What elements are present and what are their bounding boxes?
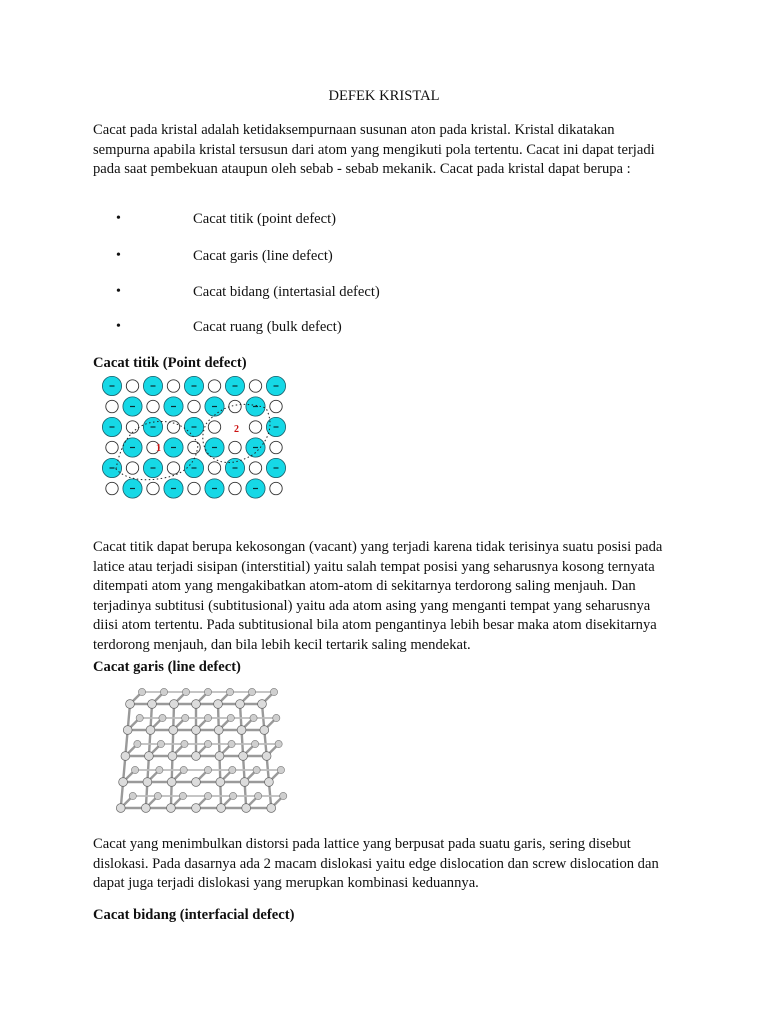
lattice-atom xyxy=(204,792,211,799)
lattice-atom xyxy=(145,752,154,761)
point-defect-lattice-figure xyxy=(98,374,294,514)
lattice-atom xyxy=(192,700,201,709)
lattice-atom xyxy=(242,804,251,813)
lattice-atom xyxy=(227,714,234,721)
lattice-ion xyxy=(126,462,138,474)
lattice-atom xyxy=(156,766,163,773)
figure-label-1: 1 xyxy=(156,443,161,454)
lattice-atom xyxy=(170,700,179,709)
lattice-atom xyxy=(216,778,225,787)
lattice-atom xyxy=(119,778,128,787)
lattice-atom xyxy=(182,714,189,721)
lattice-atom xyxy=(267,804,276,813)
lattice-atom xyxy=(167,778,176,787)
lattice-atom xyxy=(148,700,157,709)
bullet-glyph: • xyxy=(116,319,121,334)
section-heading-interfacial-defect: Cacat bidang (interfacial defect) xyxy=(93,907,295,923)
bullet-item-interfacial-defect: Cacat bidang (intertasial defect) xyxy=(193,284,380,300)
lattice-atom xyxy=(167,804,176,813)
point-defect-paragraph: Cacat titik dapat berupa kekosongan (vacant) yang terjadi karena tidak terisinya suatu posisi pada latice atau terjadi sisipan (interstitial) yaitu salah tempat posisi yang seharusnya kosong ternyata ditempati atom yang mengakibatkan atom-atom di sekitarnya terdorong saling menjauh. Dan terjadinya subtitusi (subtitusional) yaitu ada atom asing yang menganti tempat yang seharusnya diisi atom tertentu. Pada subtitusional bila atom pengantinya lebih besar maka atom disekitarnya terdorong menjauh, dan bila lebih kecil tertarik saling mendekat. xyxy=(93,539,663,653)
lattice-atom xyxy=(253,766,260,773)
lattice-ion xyxy=(167,462,179,474)
lattice-atom xyxy=(168,752,177,761)
lattice-ion xyxy=(167,380,179,392)
lattice-atom xyxy=(240,778,249,787)
lattice-atom xyxy=(251,740,258,747)
lattice-ion xyxy=(270,482,282,494)
bullet-glyph: • xyxy=(116,211,121,226)
lattice-atom xyxy=(229,792,236,799)
lattice-atom xyxy=(229,766,236,773)
line-defect-lattice-figure xyxy=(108,680,292,828)
lattice-ion xyxy=(270,400,282,412)
lattice-atom xyxy=(215,752,224,761)
lattice-atom xyxy=(273,714,280,721)
lattice-atom xyxy=(217,804,226,813)
lattice-ion xyxy=(106,441,118,453)
lattice-atom xyxy=(204,714,211,721)
lattice-ion xyxy=(208,380,220,392)
lattice-ion xyxy=(126,421,138,433)
lattice-ion xyxy=(106,482,118,494)
lattice-ion xyxy=(188,482,200,494)
bullet-item-bulk-defect: Cacat ruang (bulk defect) xyxy=(193,319,342,335)
lattice-atom xyxy=(250,714,257,721)
bullet-item-point-defect: Cacat titik (point defect) xyxy=(193,211,337,227)
lattice-atom xyxy=(270,688,277,695)
lattice-atom xyxy=(226,688,233,695)
lattice-atom xyxy=(179,792,186,799)
lattice-ion xyxy=(249,421,261,433)
lattice-ion xyxy=(147,482,159,494)
lattice-ion xyxy=(208,462,220,474)
lattice-atom xyxy=(131,766,138,773)
figure-label-2: 2 xyxy=(234,424,239,435)
lattice-atom xyxy=(204,766,211,773)
lattice-atom xyxy=(262,752,271,761)
lattice-atom xyxy=(138,688,145,695)
lattice-atom xyxy=(169,726,178,735)
lattice-ion xyxy=(229,482,241,494)
lattice-atom xyxy=(116,804,125,813)
lattice-atom xyxy=(214,700,223,709)
line-defect-paragraph: Cacat yang menimbulkan distorsi pada lattice yang berpusat pada suatu garis, sering disebut dislokasi. Pada dasarnya ada 2 macam dislokasi yaitu edge dislocation dan screw dislocation dan dapat juga terjadi dislokasi yang merupkan kombinasi keduannya. xyxy=(93,836,659,891)
lattice-ion xyxy=(229,400,241,412)
lattice-atom xyxy=(204,688,211,695)
lattice-atom xyxy=(141,804,150,813)
lattice-atom xyxy=(192,752,201,761)
section-heading-line-defect: Cacat garis (line defect) xyxy=(93,659,241,675)
lattice-ion xyxy=(126,380,138,392)
lattice-atom xyxy=(192,804,201,813)
lattice-ion xyxy=(270,441,282,453)
lattice-atom xyxy=(121,752,130,761)
bullet-glyph: • xyxy=(116,248,121,263)
lattice-atom xyxy=(134,740,141,747)
lattice-atom xyxy=(204,740,211,747)
lattice-atom xyxy=(277,766,284,773)
lattice-atom xyxy=(136,714,143,721)
lattice-atom xyxy=(157,740,164,747)
lattice-atom xyxy=(214,726,223,735)
lattice-atom xyxy=(255,792,262,799)
lattice-atom xyxy=(146,726,155,735)
lattice-ion xyxy=(208,421,220,433)
lattice-ion xyxy=(188,441,200,453)
lattice-atom xyxy=(154,792,161,799)
section-heading-point-defect: Cacat titik (Point defect) xyxy=(93,355,247,371)
lattice-atom xyxy=(280,792,287,799)
lattice-atom xyxy=(275,740,282,747)
bullet-glyph: • xyxy=(116,284,121,299)
lattice-atom xyxy=(265,778,274,787)
lattice-atom xyxy=(236,700,245,709)
lattice-atom xyxy=(239,752,248,761)
lattice-ion xyxy=(229,441,241,453)
lattice-atom xyxy=(160,688,167,695)
lattice-atom xyxy=(237,726,246,735)
lattice-atom xyxy=(192,778,201,787)
lattice-atom xyxy=(129,792,136,799)
lattice-atom xyxy=(123,726,132,735)
lattice-atom xyxy=(159,714,166,721)
lattice-ion xyxy=(249,462,261,474)
page-title: DEFEK KRISTAL xyxy=(328,88,440,104)
lattice-atom xyxy=(228,740,235,747)
intro-paragraph: Cacat pada kristal adalah ketidaksempurnaan susunan aton pada kristal. Kristal dikatakan sempurna apabila kristal tersusun dari atom yang mengikuti pola tertentu. Cacat ini dapat terjadi pada saat pembekuan ataupun oleh sebab - sebab mekanik. Cacat pada kristal dapat berupa : xyxy=(93,122,655,177)
lattice-atom xyxy=(180,766,187,773)
lattice-atom xyxy=(181,740,188,747)
lattice-atom xyxy=(143,778,152,787)
lattice-ion xyxy=(188,400,200,412)
lattice-ion xyxy=(106,400,118,412)
lattice-atom xyxy=(126,700,135,709)
lattice-atom xyxy=(258,700,267,709)
bullet-item-line-defect: Cacat garis (line defect) xyxy=(193,248,333,264)
lattice-atom xyxy=(260,726,269,735)
lattice-atom xyxy=(248,688,255,695)
lattice-ion xyxy=(249,380,261,392)
lattice-atom xyxy=(192,726,201,735)
lattice-atom xyxy=(182,688,189,695)
lattice-ion xyxy=(147,400,159,412)
